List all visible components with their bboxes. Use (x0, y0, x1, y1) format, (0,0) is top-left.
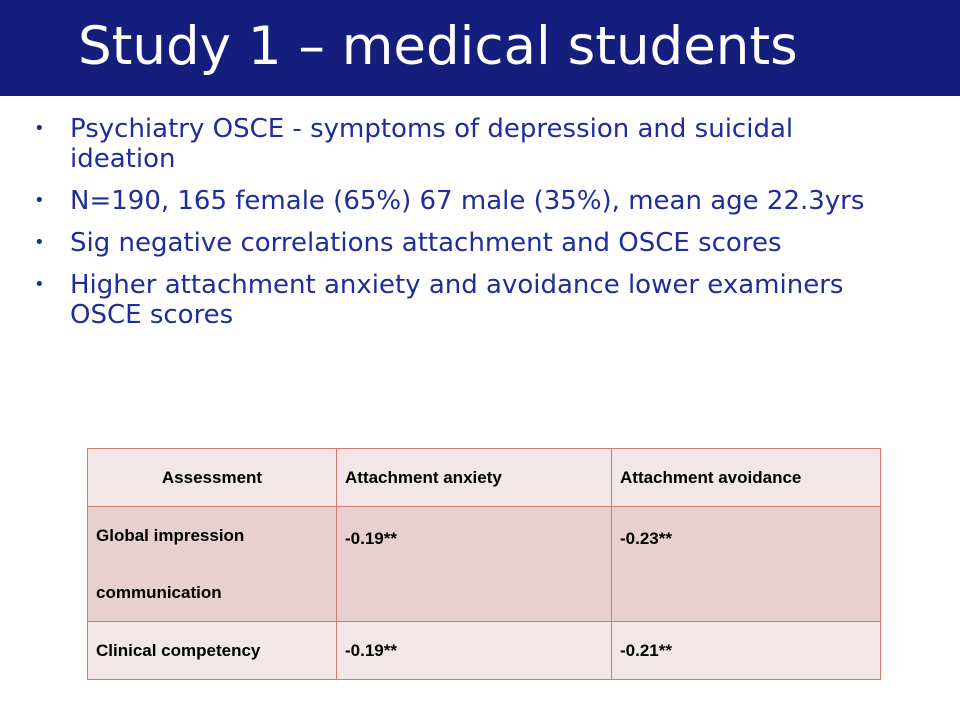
cell-assessment-line: communication (96, 583, 222, 602)
cell-anxiety: -0.19** (337, 622, 612, 680)
bullet-text: Higher attachment anxiety and avoidance lower examiners OSCE scores (70, 270, 844, 330)
bullet-list (34, 114, 894, 342)
title-bar (0, 0, 960, 96)
cell-assessment (88, 507, 337, 622)
table-row (88, 622, 881, 680)
cell-assessment-line: Global impression (96, 526, 245, 545)
cell-assessment: Clinical competency (88, 622, 337, 680)
bullet-item (34, 228, 894, 258)
header-attachment-avoidance: Attachment avoidance (612, 449, 881, 507)
results-table-wrap (87, 448, 881, 680)
bullet-dot-icon: • (34, 232, 45, 253)
bullet-text: N=190, 165 female (65%) 67 male (35%), mean age 22.3yrs (70, 186, 865, 216)
results-table (87, 448, 881, 680)
slide-title: Study 1 – medical students (78, 16, 798, 77)
bullet-text: Sig negative correlations attachment and OSCE scores (70, 228, 782, 258)
table-row (88, 507, 881, 622)
table-header-row (88, 449, 881, 507)
header-assessment: Assessment (88, 449, 337, 507)
cell-avoidance: -0.23** (612, 507, 881, 622)
bullet-text: Psychiatry OSCE - symptoms of depression and suicidal ideation (70, 114, 794, 174)
cell-avoidance: -0.21** (612, 622, 881, 680)
header-attachment-anxiety: Attachment anxiety (337, 449, 612, 507)
bullet-item (34, 114, 894, 174)
bullet-dot-icon: • (34, 118, 45, 139)
bullet-item (34, 270, 894, 330)
bullet-item (34, 186, 894, 216)
bullet-dot-icon: • (34, 274, 45, 295)
cell-anxiety: -0.19** (337, 507, 612, 622)
bullet-dot-icon: • (34, 190, 45, 211)
